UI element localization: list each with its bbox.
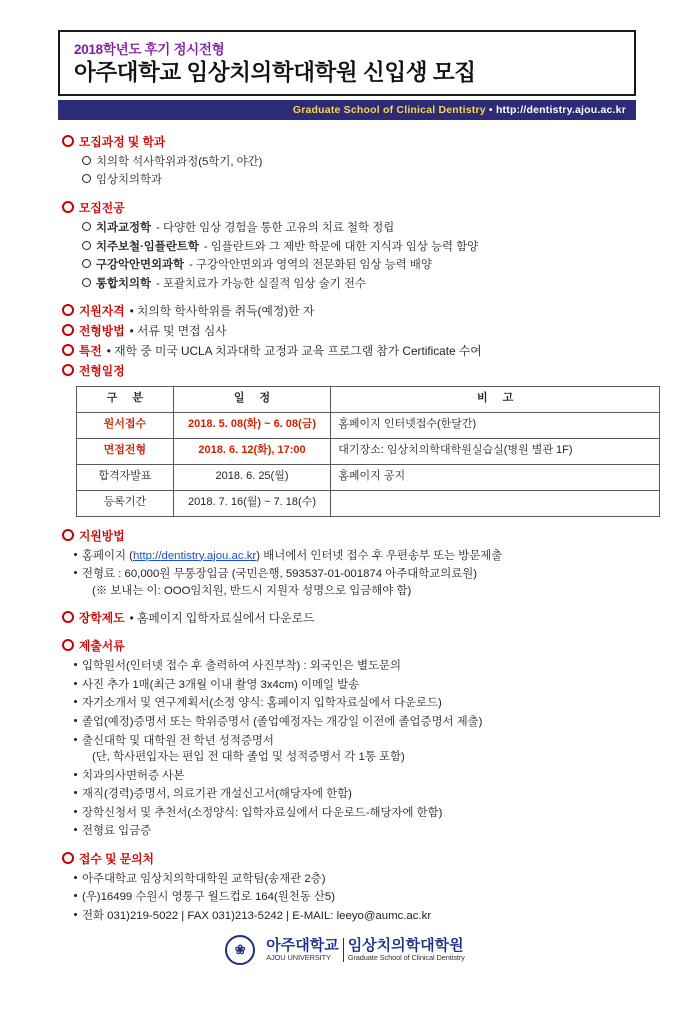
poster-content [62, 134, 632, 966]
footer-logo [62, 935, 632, 965]
section-majors-list [82, 220, 632, 292]
section-schedule [62, 363, 632, 516]
ring-bullet-icon [62, 364, 74, 376]
ring-bullet-icon [62, 201, 74, 213]
apply-fee-line: 전형료 : 60,000원 무통장입금 (국민은행, 593537-01-001874 아주대학교의료원) [82, 568, 478, 581]
dot-bullet-icon [74, 894, 77, 897]
page-title: 아주대학교 임상치의학대학원 신입생 모집 [74, 60, 476, 85]
double-ring-icon [82, 241, 91, 250]
table-cell-division: 등록기간 [77, 490, 174, 516]
list-item [82, 257, 632, 274]
list-item [82, 172, 632, 189]
table-cell-date: 2018. 7. 16(월) ~ 7. 18(수) [173, 490, 331, 516]
table-cell-division: 합격자발표 [77, 464, 174, 490]
table-row [77, 412, 660, 438]
table-col-header: 구 분 [77, 386, 174, 412]
table-row [77, 464, 660, 490]
table-row [77, 490, 660, 516]
list-item [74, 805, 632, 822]
dot-bullet-icon [74, 719, 77, 722]
header-bar [58, 100, 636, 120]
major-name: 치과교정학 [96, 222, 152, 234]
section-contact-list [74, 871, 632, 925]
double-ring-icon [82, 174, 91, 183]
list-item [74, 714, 632, 731]
section-documents-heading [62, 638, 632, 655]
major-desc: - 다양한 임상 경험을 통한 고유의 치료 철학 정립 [156, 222, 395, 234]
major-desc: - 포괄치료가 가능한 실질적 임상 술기 전수 [156, 277, 366, 290]
university-seal-icon [225, 935, 255, 965]
section-documents [62, 638, 632, 839]
section-scholarship-heading [62, 610, 632, 627]
major-desc: - 임플란트와 그 제반 학문에 대한 지식과 임상 능력 함양 [203, 240, 479, 253]
list-item-label: 졸업(예정)증명서 또는 학위증명서 (졸업예정자는 개강일 이전에 졸업증명서 제출) [82, 715, 483, 728]
logo-left [262, 938, 342, 962]
list-item [82, 239, 632, 256]
logo-wordmark [262, 938, 469, 962]
ring-bullet-icon [62, 529, 74, 541]
dot-bullet-icon [74, 700, 77, 703]
logo-en-right: Graduate School of Clinical Dentistry [347, 953, 465, 963]
ring-bullet-icon [62, 639, 74, 651]
section-programs-list [82, 154, 632, 189]
list-item-label: 장학신청서 및 추천서(소정양식: 입학자료실에서 다운로드-해당자에 한함) [82, 806, 443, 819]
table-cell-division: 원서접수 [77, 412, 174, 438]
table-cell-note: 대기장소: 임상치의학대학원실습실(병원 별관 1F) [331, 438, 660, 464]
ring-bullet-icon [62, 324, 74, 336]
section-contact-title: 접수 및 문의처 [79, 851, 154, 866]
table-cell-note [331, 490, 660, 516]
section-apply [62, 528, 632, 600]
header-bar-url: http://dentistry.ajou.ac.kr [495, 103, 626, 116]
section-programs-title: 모집과정 및 학과 [79, 134, 166, 149]
header-bar-separator: • [488, 103, 493, 116]
table-cell-note: 홈페이지 인터넷접수(한달간) [331, 412, 660, 438]
dot-bullet-icon [74, 571, 77, 574]
section-qualification [62, 303, 632, 320]
section-benefit-title: 특전 [79, 344, 102, 359]
section-scholarship-text: • 홈페이지 입학자료실에서 다운로드 [129, 611, 315, 626]
section-majors [62, 200, 632, 292]
homepage-link[interactable]: http://dentistry.ajou.ac.kr [132, 549, 257, 562]
logo-ko-left: 아주대학교 [266, 937, 339, 955]
section-scholarship [62, 610, 632, 627]
major-name: 구강악안면외과학 [96, 259, 185, 272]
apply-note: (※ 보내는 이: OOO임치원, 반드시 지원자 성명으로 입금해야 함) [92, 584, 412, 597]
section-majors-heading [62, 200, 632, 217]
list-item [74, 889, 632, 906]
logo-ko-right: 임상치의학대학원 [347, 937, 464, 955]
list-item [74, 548, 632, 565]
list-item [74, 677, 632, 694]
section-programs-heading [62, 134, 632, 151]
list-item [82, 276, 632, 293]
list-item-label: 출신대학 및 대학원 전 학년 성적증명서 [82, 734, 274, 747]
ring-bullet-icon [62, 304, 74, 316]
list-item [74, 908, 632, 925]
section-benefit-text: • 재학 중 미국 UCLA 치과대학 교정과 교육 프로그램 참가 Certificate 수여 [106, 344, 482, 359]
section-contact-heading [62, 851, 632, 868]
section-benefit [62, 343, 632, 360]
ring-bullet-icon [62, 611, 74, 623]
table-cell-division: 면접전형 [77, 438, 174, 464]
contact-phone-email: 전화 031)219-5022 | FAX 031)213-5242 | E-MAIL: leeyo@aumc.ac.kr [82, 909, 432, 922]
section-majors-title: 모집전공 [79, 200, 125, 215]
section-schedule-title: 전형일정 [79, 364, 125, 379]
list-item [74, 823, 632, 840]
header-box [58, 30, 636, 96]
list-item [74, 695, 632, 712]
schedule-table [76, 386, 660, 517]
list-item-label: 자기소개서 및 연구계획서(소정 양식: 홈페이지 입학자료실에서 다운로드) [82, 697, 442, 710]
list-item [82, 220, 632, 237]
dot-bullet-icon [74, 663, 77, 666]
header-year: 2018학년도 후기 정시전형 [74, 42, 225, 57]
list-item [74, 768, 632, 785]
logo-en-left: AJOU UNIVERSITY [266, 953, 331, 963]
section-qualification-text: • 치의학 학사학위를 취득(예정)한 자 [129, 304, 315, 319]
seal-glyph: ❀ [234, 941, 246, 957]
section-contact [62, 851, 632, 925]
dot-bullet-icon [74, 773, 77, 776]
documents-sub-note: (단, 학사편입자는 편입 전 대학 졸업 및 성적증명서 각 1통 포함) [92, 751, 405, 764]
table-row [77, 438, 660, 464]
section-scholarship-title: 장학제도 [79, 611, 125, 626]
section-method-text: • 서류 및 면접 심사 [129, 324, 227, 339]
dot-bullet-icon [74, 738, 77, 741]
table-cell-date: 2018. 6. 12(화), 17:00 [173, 438, 331, 464]
list-item [74, 733, 632, 750]
section-benefit-heading [62, 343, 632, 360]
dot-bullet-icon [74, 682, 77, 685]
section-method [62, 323, 632, 340]
list-item-label: 재직(경력)증명서, 의료기관 개설신고서(해당자에 한함) [82, 788, 352, 801]
list-item-label: 임상치의학과 [96, 174, 163, 187]
list-item-label: 전형료 입금증 [82, 825, 152, 838]
double-ring-icon [82, 156, 91, 165]
double-ring-icon [82, 278, 91, 287]
dot-bullet-icon [74, 791, 77, 794]
list-item [82, 154, 632, 171]
major-name: 치주보철·임플란트학 [96, 240, 199, 253]
ring-bullet-icon [62, 344, 74, 356]
list-item-label: 치과의사면허증 사본 [82, 769, 185, 782]
table-col-header: 비 고 [331, 386, 660, 412]
table-header-row [77, 386, 660, 412]
double-ring-icon [82, 222, 91, 231]
major-desc: - 구강악안면외과 영역의 전문화된 임상 능력 배양 [189, 259, 432, 272]
logo-right [344, 938, 469, 962]
list-item [74, 566, 632, 583]
section-documents-list [74, 658, 632, 839]
major-name: 통합치의학 [96, 277, 152, 290]
header-bar-school: Graduate School of Clinical Dentistry [292, 103, 486, 116]
apply-homepage-line: 홈페이지 (http://dentistry.ajou.ac.kr) 배너에서 인터넷 접수 후 우편송부 또는 방문제출 [82, 549, 503, 562]
list-item [74, 658, 632, 675]
section-qualification-title: 지원자격 [79, 304, 125, 319]
ring-bullet-icon [62, 852, 74, 864]
double-ring-icon [82, 259, 91, 268]
ring-bullet-icon [62, 135, 74, 147]
list-item [74, 786, 632, 803]
list-item-label: 치의학 석사학위과정(5학기, 야간) [96, 155, 263, 168]
dot-bullet-icon [74, 876, 77, 879]
section-schedule-heading [62, 363, 632, 380]
section-method-heading [62, 323, 632, 340]
dot-bullet-icon [74, 810, 77, 813]
list-item [74, 871, 632, 888]
table-cell-date: 2018. 6. 25(월) [173, 464, 331, 490]
list-item-label: 입학원서(인터넷 접수 후 출력하여 사진부착) : 외국인은 별도문의 [82, 660, 401, 673]
section-apply-title: 지원방법 [79, 528, 125, 543]
list-item-label: 사진 추가 1매(최근 3개월 이내 촬영 3x4cm) 이메일 발송 [82, 678, 360, 691]
section-programs [62, 134, 632, 189]
table-cell-date: 2018. 5. 08(화) ~ 6. 08(금) [173, 412, 331, 438]
table-cell-note: 홈페이지 공지 [331, 464, 660, 490]
table-col-header: 일 정 [173, 386, 331, 412]
dot-bullet-icon [74, 553, 77, 556]
section-apply-heading [62, 528, 632, 545]
dot-bullet-icon [74, 828, 77, 831]
dot-bullet-icon [74, 913, 77, 916]
contact-address: (우)16499 수원시 영통구 월드컵로 164(원천동 산5) [82, 891, 336, 904]
section-qualification-heading [62, 303, 632, 320]
section-documents-title: 제출서류 [79, 639, 125, 654]
contact-office: 아주대학교 임상치의학대학원 교학팀(송재관 2층) [82, 872, 326, 885]
poster-page [0, 30, 694, 1012]
section-apply-list [74, 548, 632, 600]
section-method-title: 전형방법 [79, 324, 125, 339]
